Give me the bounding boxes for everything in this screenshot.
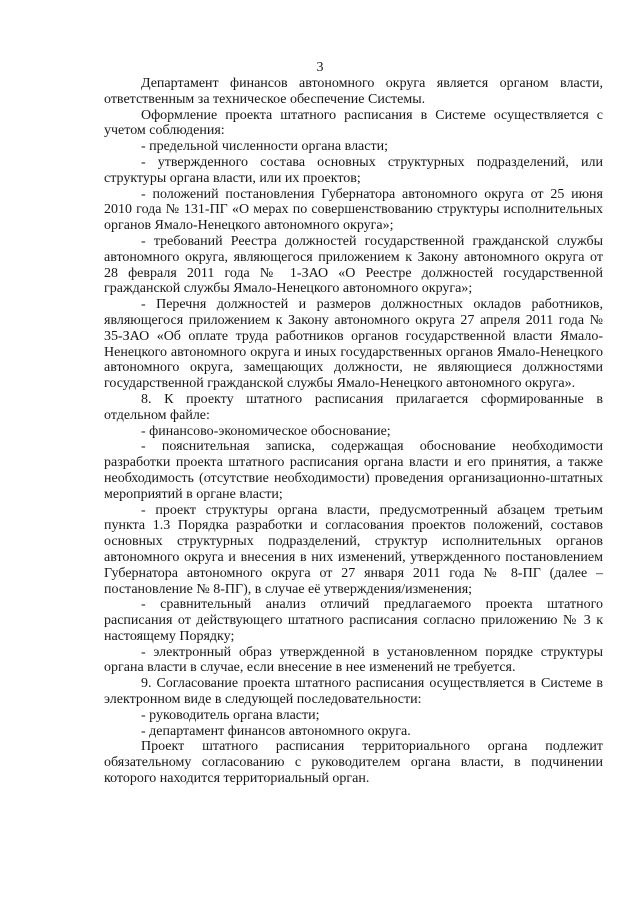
list-item-financial-justification: - финансово-экономическое обоснование;: [141, 423, 391, 439]
list-item-electronic-image: - электронный образ утвержденной в установленном порядке структуры органа власти в случае, если внесение в нее изменений не требуется.: [104, 644, 603, 676]
paragraph-section-9: 9. Согласование проекта штатного расписания осуществляется в Системе в электронном виде в следующей последовательности:: [104, 676, 603, 708]
list-item-finance-department: - департамент финансов автономного округа.: [141, 723, 411, 739]
paragraph-section-8: 8. К проекту штатного расписания прилагается сформированные в отдельном файле:: [104, 391, 603, 423]
paragraph-technical-support: Департамент финансов автономного округа является органом власти, ответственным за техническое обеспечение Системы.: [104, 76, 603, 107]
list-item-headcount-limit: - предельной численности органа власти;: [141, 139, 388, 155]
list-item-structure-draft: - проект структуры органа власти, предусмотренный абзацем третьим пункта 1.3 Порядка разработки и согласования проектов положений, составов основных структурных подразделений, структур исполнительных органов автономного округа и внесения в них изменений, утвержденного постановлением Губернатора автономного округа от 27 января 2011 года № 8-ПГ (далее – постановление № 8-ПГ), в случае её утверждения/изменения;: [104, 502, 603, 597]
paragraph-territorial-body: Проект штатного расписания территориального органа подлежит обязательному согласованию с руководителем органа власти, в подчинении которого находится территориальный орган.: [104, 739, 603, 787]
paragraph-staffing-compliance: Оформление проекта штатного расписания в Системе осуществляется с учетом соблюдения:: [104, 107, 603, 139]
list-item-explanatory-note: - пояснительная записка, содержащая обоснование необходимости разработки проекта штатного расписания органа власти и его принятия, а также необходимость (отсутствие необходимости) проведения организационно-штатных мероприятий в органе власти;: [104, 439, 603, 502]
list-item-governor-decree: - положений постановления Губернатора автономного округа от 25 июня 2010 года № 131-ПГ «О мерах по совершенствованию структуры исполнительных органов Ямало-Ненецкого автономного округа»;: [104, 186, 603, 234]
list-item-comparative-analysis: - сравнительный анализ отличий предлагаемого проекта штатного расписания от действующего штатного расписания согласно приложению № 3 к настоящему Порядку;: [104, 597, 603, 644]
list-item-head-of-authority: - руководитель органа власти;: [141, 707, 320, 723]
list-item-civil-service-register: - требований Реестра должностей государственной гражданской службы автономного округа, являющегося приложением к Закону автономного округа от 28 февраля 2011 года № 1-ЗАО «О Реестре должностей государственной гражданской службы Ямало-Ненецкого автономного округа»;: [104, 233, 603, 297]
document-body: [104, 76, 603, 787]
list-item-approved-structure: - утвержденного состава основных структурных подразделений, или структуры органа власти, или их проектов;: [104, 154, 603, 186]
list-item-salary-list: - Перечня должностей и размеров должностных окладов работников, являющегося приложением к Закону автономного округа 27 апреля 2011 года № 35-ЗАО «Об оплате труда работников органов государственной власти Ямало-Ненецкого автономного округа и иных государственных органов Ямало-Ненецкого автономного округа, замещающих должности, не являющиеся должностями государственной гражданской службы Ямало-Ненецкого автономного округа».: [104, 297, 603, 392]
page-number: 3: [316, 60, 324, 75]
